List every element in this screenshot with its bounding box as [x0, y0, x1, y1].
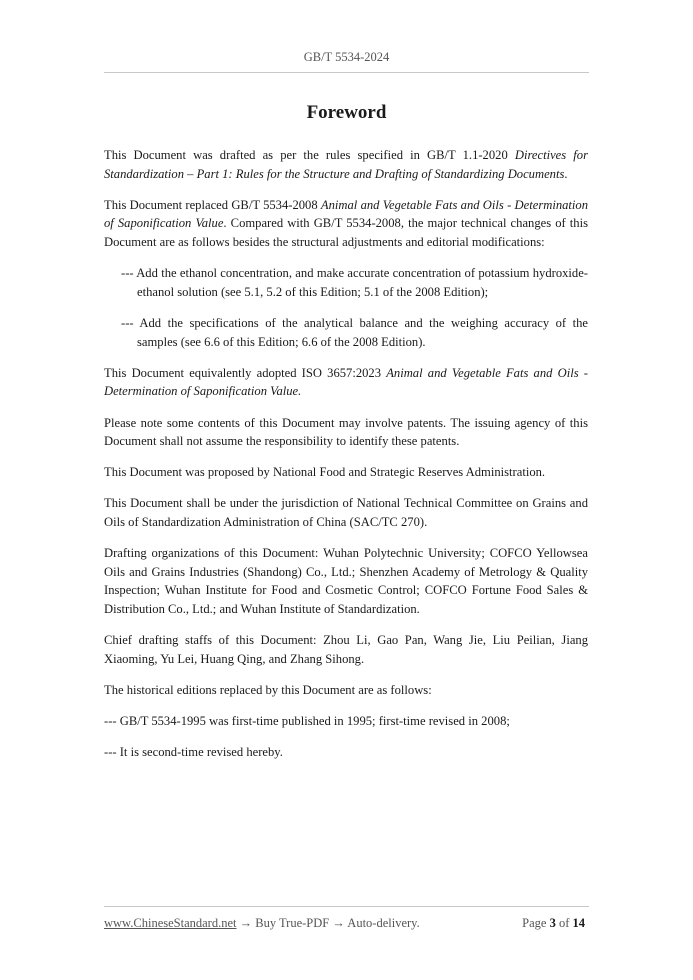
change-item-1: --- Add the ethanol concentration, and make accurate concentration of potassium hydroxide-ethanol solution (see 5.1, 5.2 of this Edition; 5.1 of the 2008 Edition);	[121, 266, 588, 299]
header-divider	[104, 72, 589, 73]
history-item-2: --- It is second-time revised hereby.	[104, 745, 283, 760]
footer-divider	[104, 906, 589, 907]
page-prefix: Page	[522, 916, 550, 930]
text-run: This Document replaced GB/T 5534-2008	[104, 197, 321, 212]
page-title: Foreword	[306, 102, 387, 123]
paragraph-patents: Please note some contents of this Document may involve patents. The issuing agency of this Document shall not assume the responsibility to identify these patents.	[104, 415, 588, 449]
italic-title: Directives for Standardization – Part 1: Rules for the Structure and Drafting of Standardizing Documents	[104, 148, 588, 181]
history-item-1: --- GB/T 5534-1995 was first-time published in 1995; first-time revised in 2008;	[104, 714, 510, 729]
change-item-2: --- Add the specifications of the analytical balance and the weighing accuracy of the samples (see 6.6 of this Edition; 6.6 of the 2008 Edition).	[121, 315, 588, 349]
page-current: 3	[549, 916, 556, 930]
italic-title: Animal and Vegetable Fats and Oils - Determination of Saponification Value	[104, 197, 589, 231]
page-total: 14	[572, 916, 585, 930]
text-run: . Compared with GB/T 5534-2008, the major technical changes of this Document are as follows besides the structural adjustments and editorial modifications:	[104, 216, 588, 249]
page-number	[522, 916, 585, 931]
footer-promo	[104, 916, 420, 931]
paragraph-replacement	[104, 196, 588, 252]
paragraph-drafting-staffs: Chief drafting staffs of this Document: Zhou Li, Gao Pan, Wang Jie, Liu Peilian, Jiang Xiaoming, Yu Lei, Huang Qing, and Zhang Sihong.	[104, 633, 588, 666]
paragraph-drafting-rules	[104, 146, 588, 183]
running-header: GB/T 5534-2024	[303, 50, 390, 64]
paragraph-jurisdiction: This Document shall be under the jurisdiction of National Technical Committee on Grains and Oils of Standardization Administration of China (SAC/TC 270).	[104, 496, 588, 530]
paragraph-iso-adoption	[104, 364, 588, 401]
italic-title: Animal and Vegetable Fats and Oils - Determination of Saponification Value.	[104, 365, 588, 399]
paragraph-proposer: This Document was proposed by National Food and Strategic Reserves Administration.	[104, 465, 546, 480]
page-of: of	[555, 916, 573, 930]
document-body	[104, 146, 588, 775]
text-run: This Document was drafted as per the rules specified in GB/T 1.1-2020	[104, 148, 515, 162]
text-run: This Document equivalently adopted ISO 3657:2023	[104, 365, 387, 380]
website-link[interactable]: www.ChineseStandard.net	[104, 916, 237, 930]
footer-promo-text: → Buy True-PDF → Auto-delivery.	[236, 916, 420, 930]
paragraph-history-intro: The historical editions replaced by this Document are as follows:	[104, 683, 432, 697]
paragraph-drafting-organizations: Drafting organizations of this Document: Wuhan Polytechnic University; COFCO Yellowsea Oils and Grains Industries (Shandong) Co., Ltd.; Shenzhen Academy of Metrology & Quality Inspection; Wuhan Institute for Food and Cosmetic Control; COFCO Fortune Food Sales & Distribution Co., Ltd.; and Wuhan Institute of Standardization.	[104, 546, 588, 617]
text-run: .	[564, 166, 568, 181]
